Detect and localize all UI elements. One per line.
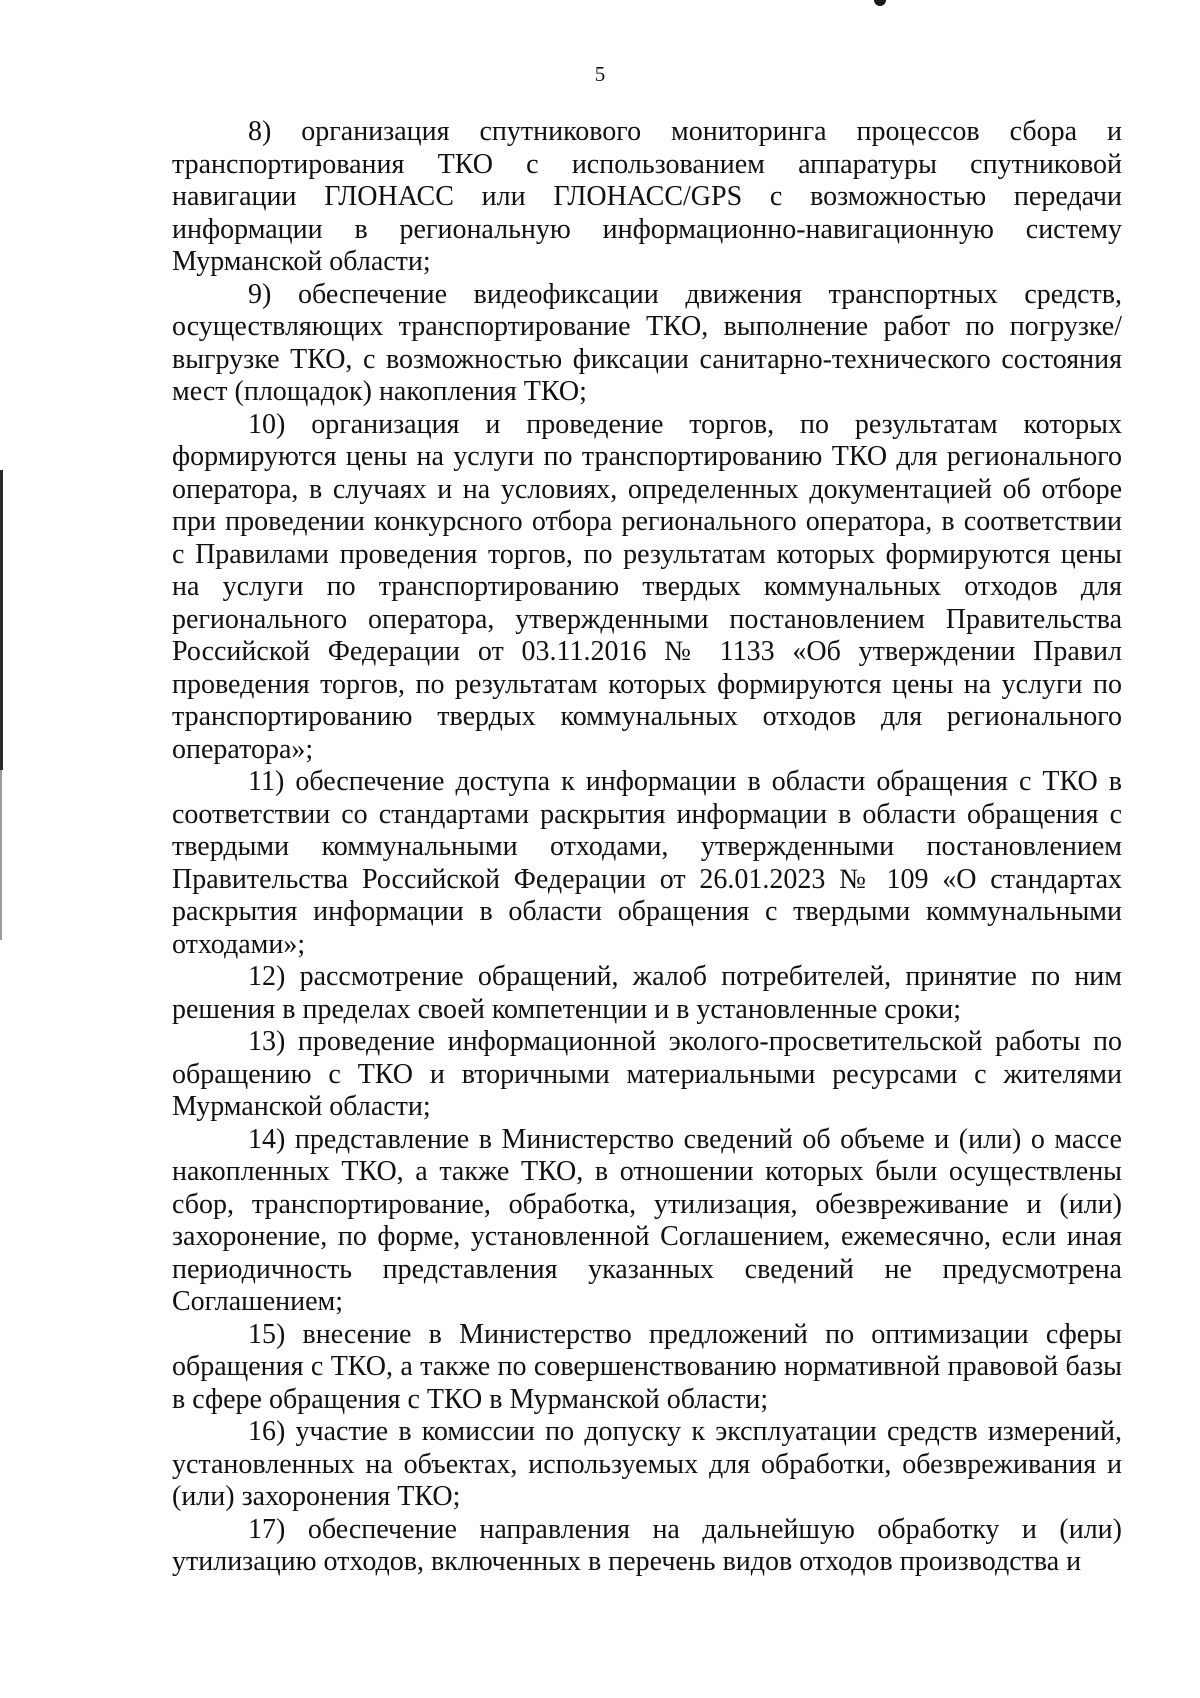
scan-artifact <box>874 0 886 6</box>
page-number: 5 <box>594 62 606 86</box>
paragraph-item-13: 13) проведение информационной эколого-просветительской работы по обращению с ТКО и вторичными материальными ресурсами с жителями Мурманской области; <box>172 1026 1122 1122</box>
paragraph-item-12: 12) рассмотрение обращений, жалоб потребителей, принятие по ним решения в пределах своей компетенции и в установленные сроки; <box>172 961 1122 1025</box>
paragraph-item-14: 14) представление в Министерство сведений об объеме и (или) о массе накопленных ТКО, а также ТКО, в отношении которых были осуществлены сбор, транспортирование, обработка, утилизация, обезвреживание и (или) захоронение, по форме, установленной Соглашением, ежемесячно, если иная периодичность представления указанных сведений не предусмотрена Соглашением; <box>172 1123 1122 1317</box>
document-body <box>172 116 1122 1579</box>
paragraph-item-15: 15) внесение в Министерство предложений по оптимизации сферы обращения с ТКО, а также по совершенствованию нормативной правовой базы в сфере обращения с ТКО в Мурманской области; <box>172 1318 1122 1415</box>
paragraph-item-17: 17) обеспечение направления на дальнейшую обработку и (или) утилизацию отходов, включенных в перечень видов отходов производства и <box>172 1513 1122 1577</box>
scan-edge-mark <box>0 470 3 770</box>
paragraph-item-9: 9) обеспечение видеофиксации движения транспортных средств, осуществляющих транспортирование ТКО, выполнение работ по погрузке/выгрузке ТКО, с возможностью фиксации санитарно-технического состояния мест (площадок) накопления ТКО; <box>172 278 1122 407</box>
paragraph-item-16: 16) участие в комиссии по допуску к эксплуатации средств измерений, установленных на объектах, используемых для обработки, обезвреживания и (или) захоронения ТКО; <box>172 1416 1122 1512</box>
paragraph-item-8: 8) организация спутникового мониторинга процессов сбора и транспортирования ТКО с использованием аппаратуры спутниковой навигации ГЛОНАСС или ГЛОНАСС/GPS с возможностью передачи информации в региональную информационно-навигационную систему Мурманской области; <box>172 116 1122 277</box>
scan-edge-mark-lower <box>0 770 2 940</box>
paragraph-item-10: 10) организация и проведение торгов, по результатам которых формируются цены на услуги по транспортированию ТКО для регионального оператора, в случаях и на условиях, определенных документацией об отборе при проведении конкурсного отбора регионального оператора, в соответствии с Правилами проведения торгов, по результатам которых формируются цены на услуги по транспортированию твердых коммунальных отходов для регионального оператора, утвержденными постановлением Правительства Российской Федерации от 03.11.2016 № 1133 «Об утверждении Правил проведения торгов, по результатам которых формируются цены на услуги по транспортированию твердых коммунальных отходов для регионального оператора»; <box>172 408 1122 765</box>
paragraph-item-11: 11) обеспечение доступа к информации в области обращения с ТКО в соответствии со стандартами раскрытия информации в области обращения с твердыми коммунальными отходами, утвержденными постановлением Правительства Российской Федерации от 26.01.2023 № 109 «О стандартах раскрытия информации в области обращения с твердыми коммунальными отходами»; <box>172 766 1122 960</box>
